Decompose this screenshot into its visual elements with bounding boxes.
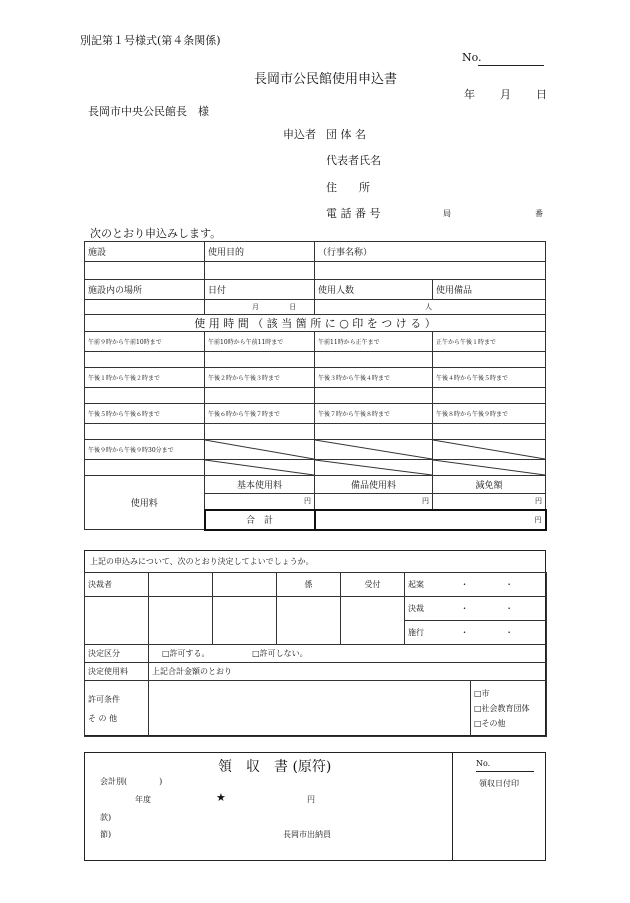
time-mark[interactable] — [205, 424, 315, 440]
facility-input[interactable] — [85, 262, 205, 280]
yen-unit: 円 — [534, 515, 542, 524]
unavailable-slot — [433, 460, 546, 476]
phone-ban: 番 — [535, 209, 543, 218]
receipt-number-label: No. — [476, 759, 491, 768]
event-name-header: （行事名称） — [315, 242, 546, 262]
group-name-label: 団 体 名 — [326, 128, 366, 141]
time-slot[interactable]: 午後９時から午後９時30分まで — [85, 440, 205, 460]
date-header: 日付 — [205, 280, 315, 300]
time-mark[interactable] — [315, 352, 433, 368]
people-header: 使用人数 — [315, 280, 433, 300]
time-mark[interactable] — [85, 388, 205, 404]
enforcement-row[interactable] — [405, 621, 547, 645]
time-header: 使 用 時 間 （ 該 当 箇 所 に ○ 印 を つ け る ） — [85, 315, 546, 332]
people-input[interactable] — [315, 300, 546, 315]
conditions-options — [471, 681, 547, 737]
time-slot[interactable]: 午前９時から午前10時まで — [85, 332, 205, 352]
time-mark[interactable] — [315, 388, 433, 404]
address-label: 住 所 — [326, 181, 370, 194]
time-mark[interactable] — [85, 424, 205, 440]
time-slot[interactable]: 午前10時から午前11時まで — [205, 332, 315, 352]
month-unit: 月 — [252, 303, 259, 311]
option-other[interactable]: □その他 — [474, 719, 506, 728]
enforcement-label: 施行 — [408, 628, 424, 637]
time-slot[interactable]: 午後８時から午後９時まで — [433, 404, 546, 424]
receipt-title: 領 収 書 (原符) — [218, 759, 332, 775]
dot-sep: ・ — [505, 580, 514, 589]
kan-label: 款) — [100, 813, 112, 822]
receipt-divider — [452, 752, 453, 861]
approver-label: 決裁者 — [85, 573, 149, 597]
date-year: 年 — [464, 88, 475, 101]
dot-sep: ・ — [460, 628, 469, 637]
time-slot[interactable]: 午後４時から午後５時まで — [433, 368, 546, 388]
decision-intro: 上記の申込みについて、次のとおり決定してよいでしょうか。 — [90, 557, 314, 566]
phone-kyoku: 局 — [443, 209, 451, 218]
yen-unit: 円 — [422, 497, 429, 506]
purpose-input[interactable] — [205, 262, 315, 280]
equip-fee-header: 備品使用料 — [315, 476, 433, 494]
time-slot[interactable]: 午後２時から午後３時まで — [205, 368, 315, 388]
total-label: 合 計 — [205, 510, 315, 530]
unavailable-slot — [433, 440, 546, 460]
category-label: 決定区分 — [85, 645, 149, 663]
fee-label: 使用料 — [85, 476, 205, 530]
form-number-line — [478, 65, 544, 66]
discount-header: 減免額 — [433, 476, 546, 494]
time-mark[interactable] — [433, 388, 546, 404]
time-slot[interactable]: 午前11時から正午まで — [315, 332, 433, 352]
time-slot[interactable]: 午後６時から午後７時まで — [205, 404, 315, 424]
draft-row[interactable] — [405, 573, 547, 597]
conditions-label — [85, 681, 149, 737]
decided-fee-label: 決定使用料 — [85, 663, 149, 681]
approval-row[interactable] — [405, 597, 547, 621]
decision-table — [84, 572, 547, 737]
date-day: 日 — [536, 88, 547, 101]
yen-unit: 円 — [535, 497, 543, 506]
basic-fee-input[interactable] — [205, 494, 315, 510]
place-input[interactable] — [85, 300, 205, 315]
conditions-label-2: そ の 他 — [88, 713, 118, 723]
time-mark[interactable] — [85, 352, 205, 368]
time-slot[interactable]: 午後５時から午後６時まで — [85, 404, 205, 424]
time-mark[interactable] — [433, 352, 546, 368]
time-mark[interactable] — [205, 352, 315, 368]
usage-table — [84, 241, 547, 531]
approver-seal[interactable] — [85, 597, 149, 645]
unavailable-slot — [315, 440, 433, 460]
time-mark[interactable] — [315, 424, 433, 440]
receipt-number-line — [476, 771, 534, 772]
time-slot[interactable]: 正午から午後１時まで — [433, 332, 546, 352]
form-code: 別記第１号様式(第４条関係) — [80, 34, 221, 47]
unavailable-slot — [205, 440, 315, 460]
page-title: 長岡市公民館使用申込書 — [254, 72, 398, 87]
total-input[interactable] — [315, 510, 546, 530]
basic-fee-header: 基本使用料 — [205, 476, 315, 494]
conditions-input[interactable] — [149, 681, 471, 737]
approver-seal[interactable] — [149, 597, 213, 645]
time-mark[interactable] — [433, 424, 546, 440]
discount-input[interactable] — [433, 494, 546, 510]
not-permit-checkbox[interactable]: □許可しない。 — [252, 649, 308, 658]
unavailable-slot — [205, 460, 315, 476]
approver-seal[interactable] — [149, 573, 213, 597]
fiscal-year-label: 年度 — [135, 795, 151, 804]
equip-fee-input[interactable] — [315, 494, 433, 510]
time-mark[interactable] — [205, 388, 315, 404]
draft-label: 起案 — [408, 580, 424, 589]
time-slot[interactable]: 午後７時から午後８時まで — [315, 404, 433, 424]
category-options — [149, 645, 547, 663]
phone-label: 電 話 番 号 — [326, 207, 381, 220]
date-month: 月 — [500, 88, 511, 101]
equipment-header: 使用備品 — [433, 280, 546, 300]
reception-label: 受付 — [341, 573, 405, 597]
reception-seal[interactable] — [341, 597, 405, 645]
option-city[interactable]: □市 — [474, 689, 490, 698]
time-slot[interactable]: 午後３時から午後４時まで — [315, 368, 433, 388]
applicant-label: 申込者 — [283, 128, 316, 141]
time-mark[interactable] — [85, 460, 205, 476]
dot-sep: ・ — [505, 628, 514, 637]
setsu-label: 節) — [100, 830, 112, 839]
addressee: 長岡市中央公民館長 様 — [88, 105, 209, 118]
place-header: 施設内の場所 — [85, 280, 205, 300]
dot-sep: ・ — [460, 580, 469, 589]
yen-unit: 円 — [304, 497, 311, 506]
people-unit: 人 — [425, 303, 433, 311]
date-input[interactable] — [205, 300, 315, 315]
permit-checkbox[interactable]: □許可する。 — [162, 649, 210, 658]
day-unit: 日 — [289, 303, 297, 311]
decided-fee-value: 上記合計金額のとおり — [149, 663, 547, 681]
event-name-input[interactable] — [315, 262, 546, 280]
cashier-label: 長岡市出納員 — [283, 830, 331, 839]
staff-label: 係 — [277, 573, 341, 597]
approver-seal[interactable] — [213, 597, 277, 645]
receipt-yen: 円 — [307, 795, 315, 804]
time-slot[interactable]: 午後１時から午後２時まで — [85, 368, 205, 388]
dot-sep: ・ — [505, 604, 514, 613]
star-mark: ★ — [216, 791, 226, 804]
facility-header: 施設 — [85, 242, 205, 262]
staff-seal[interactable] — [277, 597, 341, 645]
form-number-label: No. — [462, 51, 482, 64]
date-stamp-label: 領収日付印 — [479, 779, 519, 788]
option-social[interactable]: □社会教育団体 — [474, 704, 530, 713]
account-field: 会計別( ) — [100, 777, 163, 786]
conditions-label-1: 許可条件 — [88, 694, 120, 704]
rep-name-label: 代表者氏名 — [326, 154, 381, 167]
purpose-header: 使用目的 — [205, 242, 315, 262]
dot-sep: ・ — [460, 604, 469, 613]
approver-seal[interactable] — [213, 573, 277, 597]
approval-label: 決裁 — [408, 604, 424, 613]
intro-text: 次のとおり申込みします。 — [90, 227, 222, 240]
unavailable-slot — [315, 460, 433, 476]
